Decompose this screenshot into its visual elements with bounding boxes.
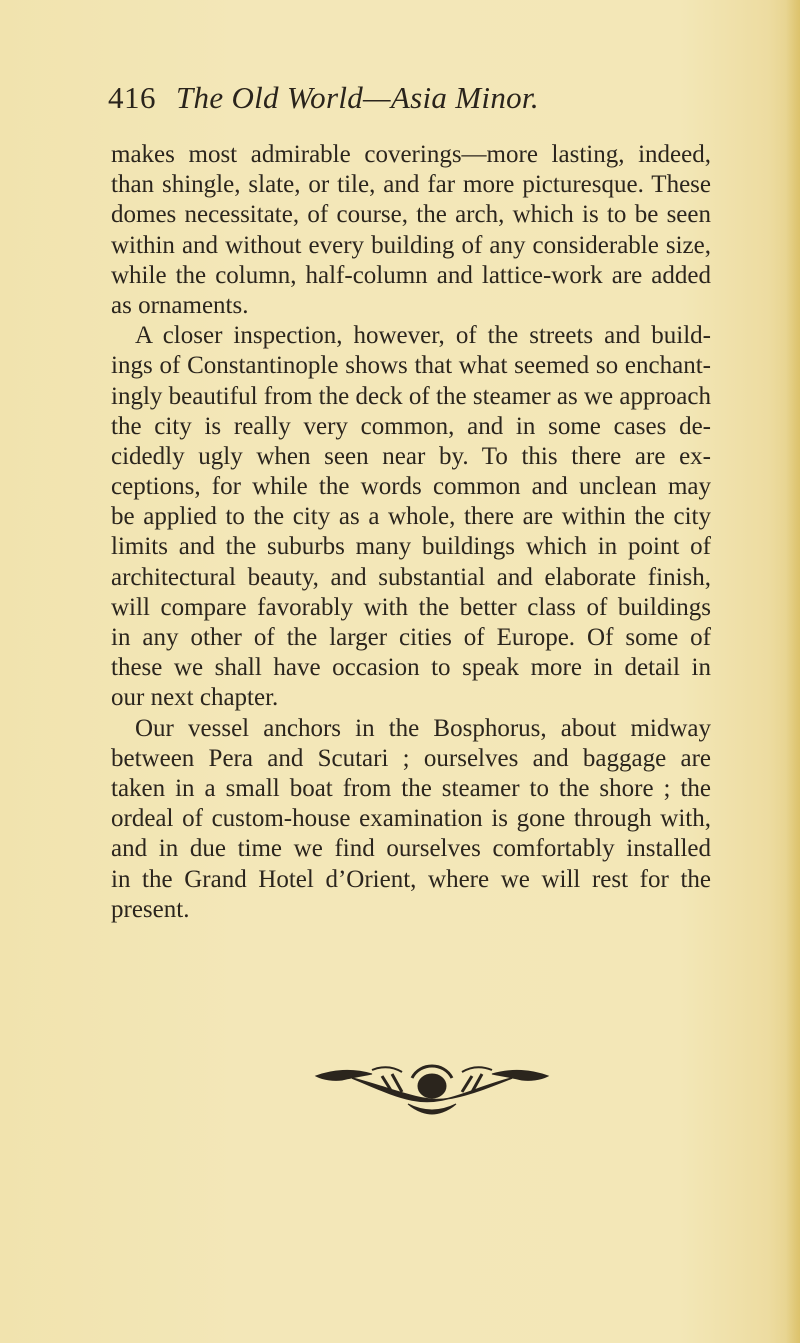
running-title: The Old World—Asia Minor.	[176, 80, 539, 115]
text-line: A closer inspection, however, of the streets and build-	[135, 322, 711, 350]
text-line: while the column, half-column and lattice-work are added	[111, 261, 711, 289]
text-line: these we shall have occasion to speak more in detail in	[111, 654, 711, 682]
text-line: architectural beauty, and substantial and elaborate finish,	[111, 563, 711, 591]
text-line: our next chapter.	[111, 684, 279, 712]
text-line: ings of Constantinople shows that what seemed so enchant-	[111, 352, 711, 380]
text-line: will compare favorably with the better class of buildings	[111, 593, 711, 621]
tailpiece-ornament-icon	[312, 1056, 552, 1116]
text-line: be applied to the city as a whole, there are within the city	[111, 503, 711, 531]
body-text	[111, 140, 711, 925]
text-line: makes most admirable coverings—more lasting, indeed,	[111, 141, 711, 168]
page-number: 416	[108, 80, 156, 115]
text-line: taken in a small boat from the steamer to the shore ; the	[111, 774, 711, 802]
text-line: cidedly ugly when seen near by. To this there are ex-	[111, 442, 711, 470]
text-line: ordeal of custom-house examination is gone through with,	[111, 805, 711, 833]
text-line: and in due time we find ourselves comfortably installed	[111, 835, 711, 863]
text-line: than shingle, slate, or tile, and far more picturesque. These	[111, 171, 711, 199]
text-line: ceptions, for while the words common and unclean may	[111, 473, 711, 501]
text-line: limits and the suburbs many buildings which in point of	[111, 533, 711, 561]
text-line: within and without every building of any considerable size,	[111, 231, 711, 259]
text-line: ingly beautiful from the deck of the steamer as we approach	[111, 382, 711, 410]
text-line: as ornaments.	[111, 291, 249, 319]
text-line: in any other of the larger cities of Europe. Of some of	[111, 624, 711, 651]
text-line: between Pera and Scutari ; ourselves and baggage are	[111, 744, 711, 772]
text-line: Our vessel anchors in the Bosphorus, about midway	[135, 714, 711, 742]
text-line: in the Grand Hotel d’Orient, where we will rest for the	[111, 865, 711, 893]
running-head	[108, 80, 668, 128]
text-line: domes necessitate, of course, the arch, which is to be seen	[111, 201, 711, 229]
text-line: present.	[111, 895, 190, 923]
text-line: the city is really very common, and in some cases de-	[111, 412, 711, 440]
page-edge-shadow	[786, 0, 800, 1343]
